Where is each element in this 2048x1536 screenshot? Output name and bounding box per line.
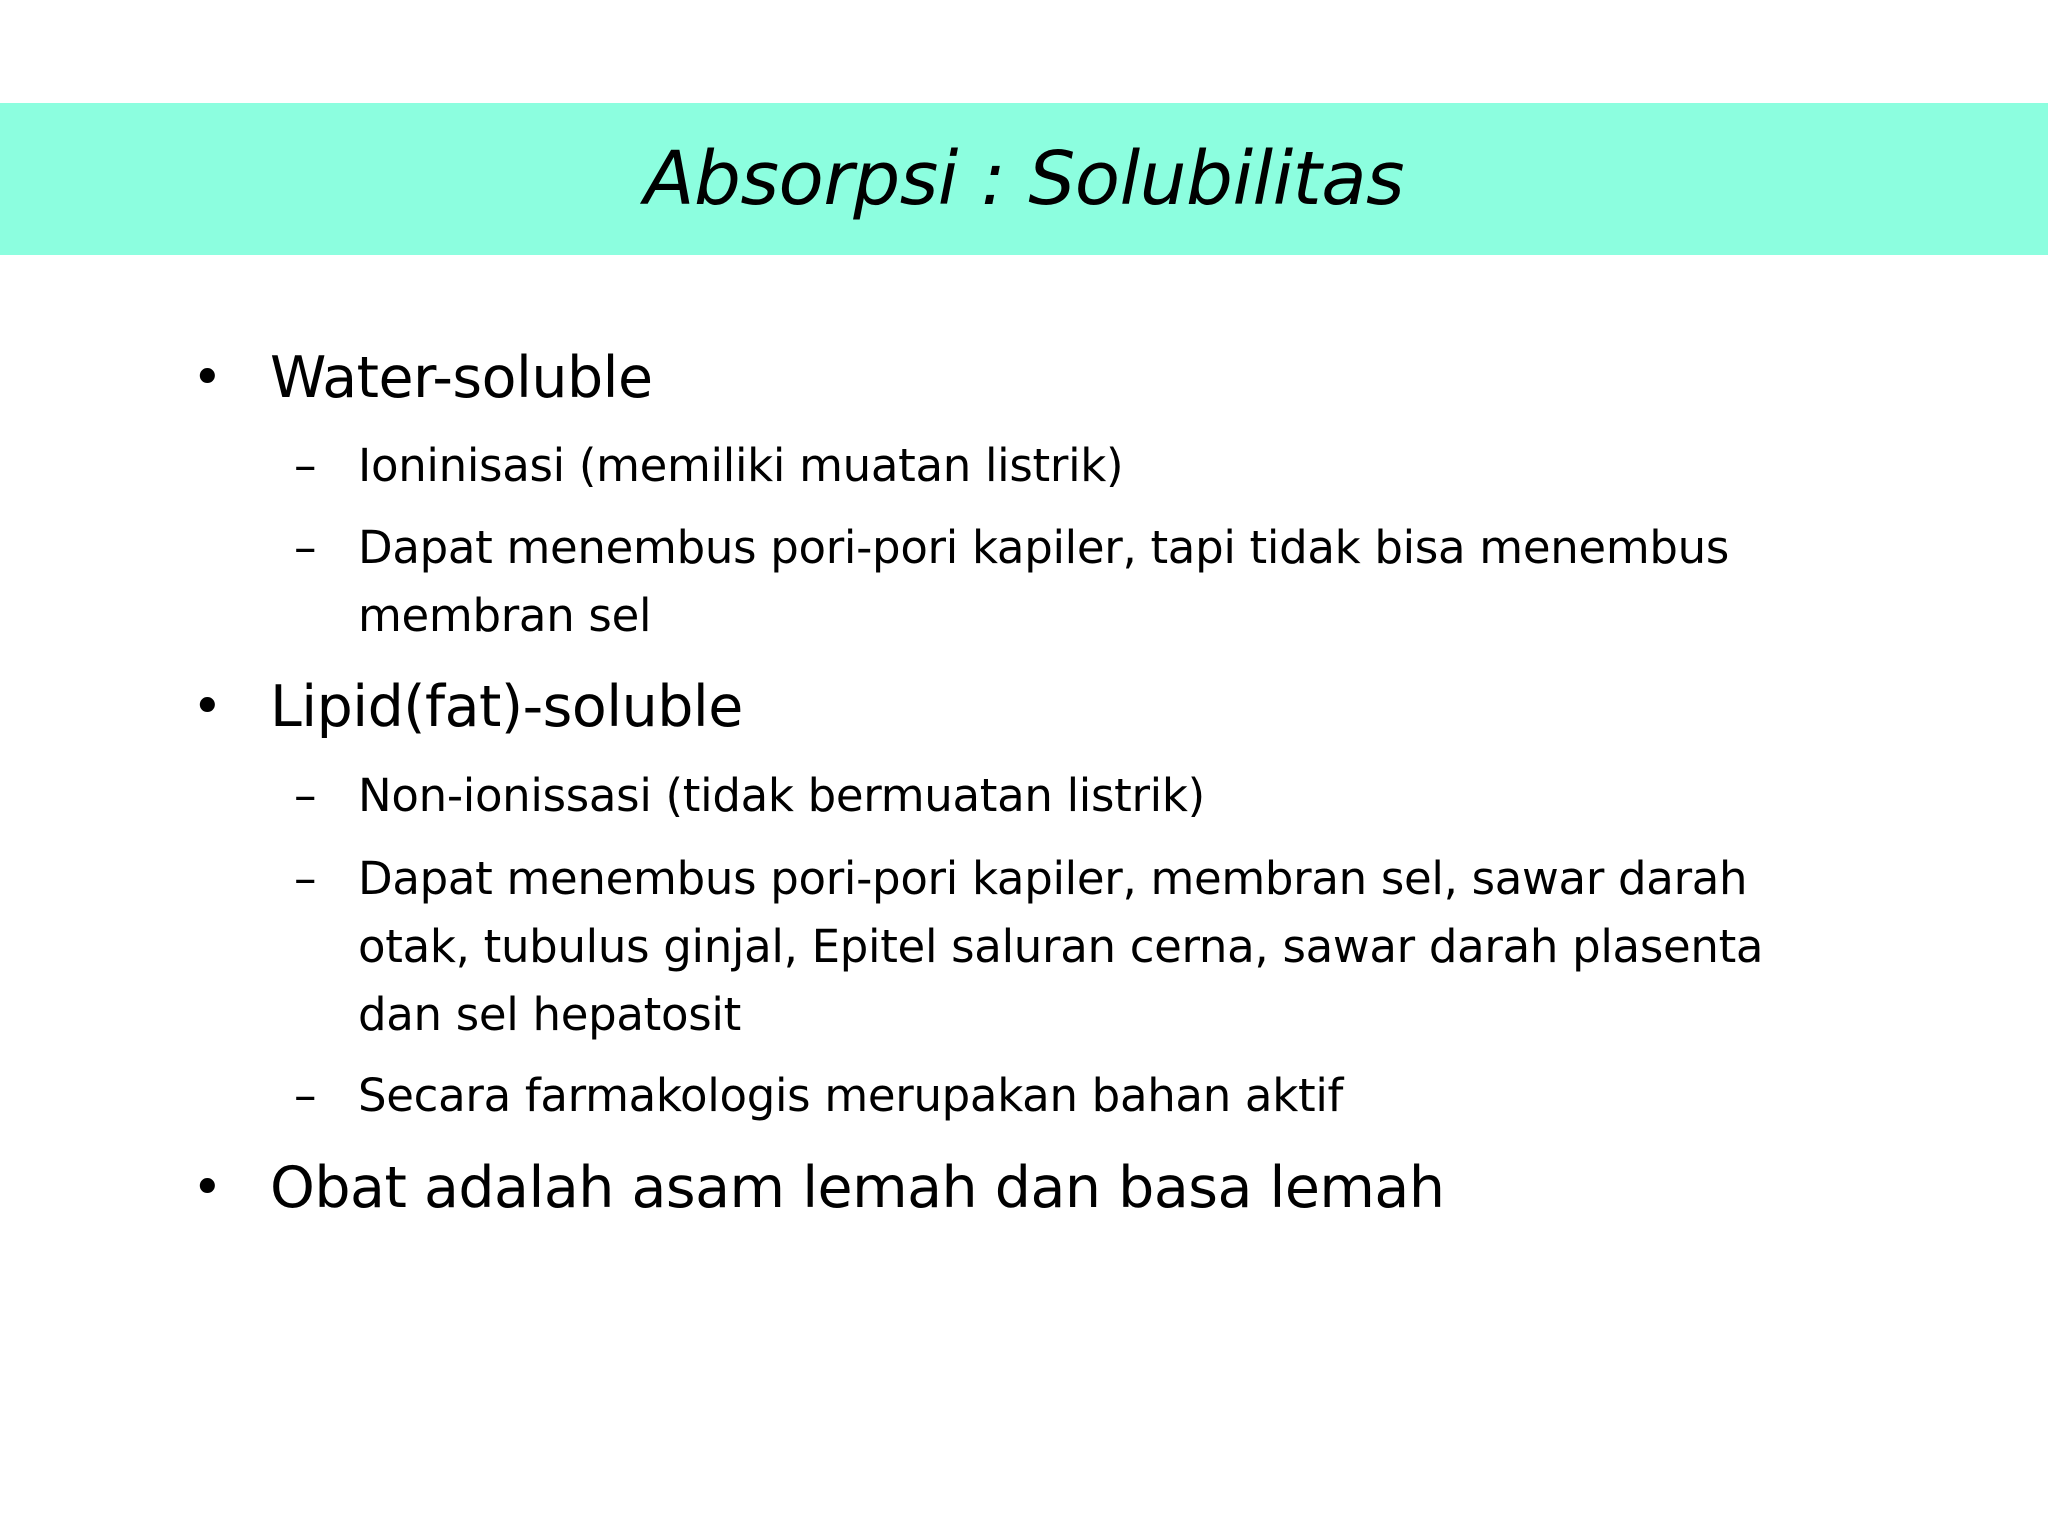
dash-icon: – xyxy=(294,852,317,905)
bullet-item-water-soluble xyxy=(192,344,1870,412)
dash-icon: – xyxy=(294,1069,317,1122)
dash-icon: – xyxy=(294,769,317,822)
sub-item xyxy=(294,432,1838,500)
bullet-item-obat xyxy=(192,1154,1870,1222)
sub-item xyxy=(294,762,1838,830)
dash-icon: – xyxy=(294,521,317,574)
slide-title: Absorpsi : Solubilitas xyxy=(643,136,1405,222)
sub-item xyxy=(294,1062,1838,1130)
bullet-icon: • xyxy=(192,1158,223,1218)
sub-item-text: Dapat menembus pori-pori kapiler, membran sel, sawar darah otak, tubulus ginjal, Epitel saluran cerna, sawar darah plasenta dan sel hepatosit xyxy=(358,852,1764,1041)
bullet-text: Obat adalah asam lemah dan basa lemah xyxy=(270,1155,1445,1221)
bullet-text: Lipid(fat)-soluble xyxy=(270,674,743,740)
sub-item xyxy=(294,845,1838,1049)
sub-item-text: Ioninisasi (memiliki muatan listrik) xyxy=(358,439,1124,492)
sub-item-text: Dapat menembus pori-pori kapiler, tapi tidak bisa menembus membran sel xyxy=(358,521,1729,642)
dash-icon: – xyxy=(294,439,317,492)
bullet-icon: • xyxy=(192,348,223,408)
bullet-text: Water-soluble xyxy=(270,345,653,411)
bullet-icon: • xyxy=(192,677,223,737)
sub-item xyxy=(294,514,1838,650)
sub-item-text: Non-ionissasi (tidak bermuatan listrik) xyxy=(358,769,1205,822)
bullet-item-lipid-soluble xyxy=(192,673,1870,741)
sub-item-text: Secara farmakologis merupakan bahan aktif xyxy=(358,1069,1344,1122)
